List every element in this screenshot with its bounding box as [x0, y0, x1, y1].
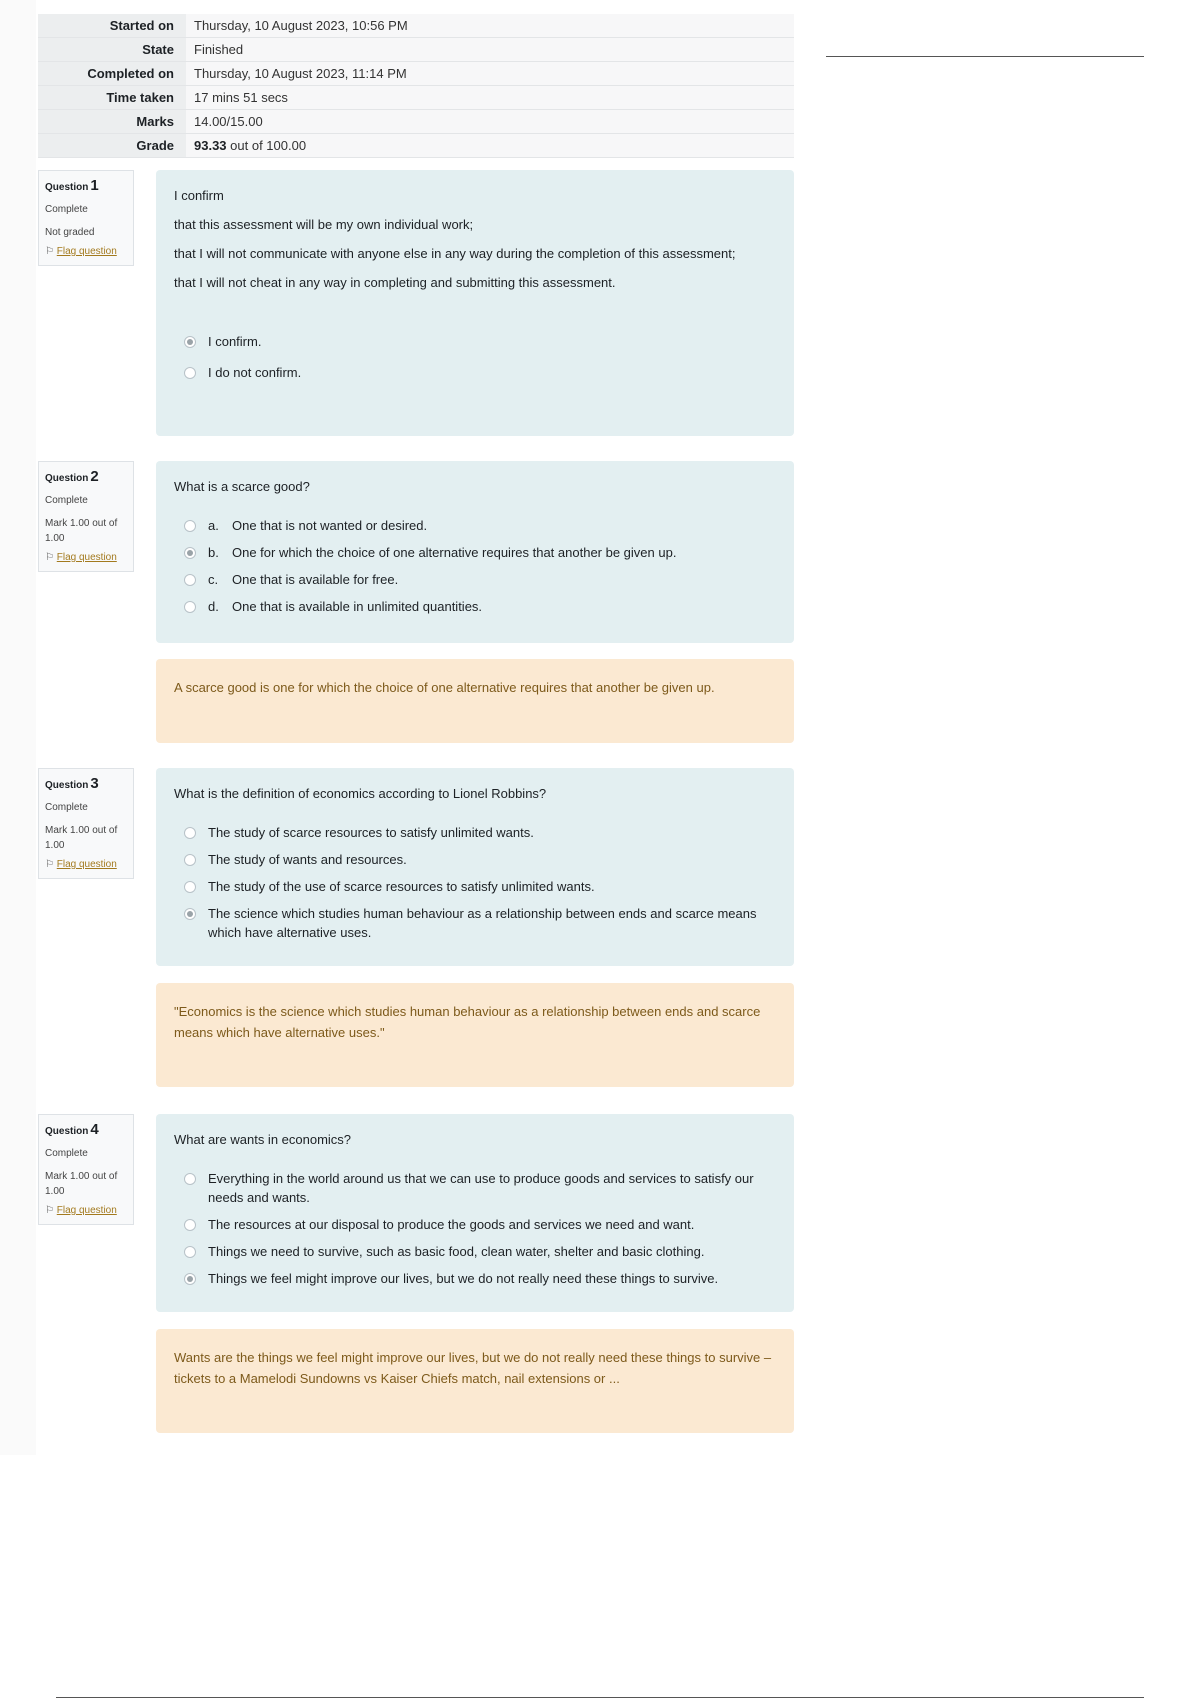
summary-value: Thursday, 10 August 2023, 11:14 PM	[186, 62, 794, 86]
question-state: Complete	[45, 802, 88, 813]
flag-icon: ⚐	[45, 1205, 54, 1216]
answer-option[interactable]	[174, 823, 776, 842]
answer-option[interactable]	[174, 904, 776, 942]
answer-text: The study of wants and resources.	[208, 852, 407, 867]
flag-question-link[interactable]: Flag question	[56, 246, 117, 257]
flag-icon: ⚐	[45, 859, 54, 870]
summary-label: Grade	[38, 134, 186, 158]
question-grade: Not graded	[45, 227, 95, 238]
answer-text: One that is available for free.	[232, 572, 399, 587]
answer-option[interactable]	[174, 850, 776, 869]
general-feedback: Wants are the things we feel might improve our lives, but we do not really need these things to survive – tickets to a Mamelodi Sundowns vs Kaiser Chiefs match, nail extensions or ...	[156, 1329, 794, 1433]
summary-value: Thursday, 10 August 2023, 10:56 PM	[186, 14, 794, 38]
answer-option[interactable]	[174, 570, 776, 589]
radio-unselected[interactable]	[184, 854, 196, 866]
grade-value: 93.33	[194, 138, 227, 153]
answer-text: The study of the use of scarce resources to satisfy unlimited wants.	[208, 879, 595, 894]
summary-value: Finished	[186, 38, 794, 62]
question-info	[38, 1114, 134, 1225]
answer-text: I confirm.	[208, 334, 262, 349]
answer-text: Things we need to survive, such as basic food, clean water, shelter and basic clothing.	[208, 1244, 705, 1259]
summary-value: 14.00/15.00	[186, 110, 794, 134]
question-text: What is a scarce good?	[174, 479, 310, 494]
attempt-summary-table	[38, 14, 794, 158]
answer-option[interactable]	[174, 1242, 776, 1261]
radio-unselected[interactable]	[184, 1246, 196, 1258]
question-number	[45, 1121, 133, 1138]
summary-row-completed	[38, 62, 794, 86]
summary-label: Time taken	[38, 86, 186, 110]
question-state: Complete	[45, 1148, 88, 1159]
answer-option[interactable]	[174, 1169, 776, 1207]
question-label: Question	[45, 473, 89, 484]
radio-unselected[interactable]	[184, 574, 196, 586]
answer-letter: b.	[208, 545, 219, 560]
summary-row-started	[38, 14, 794, 38]
question-text: I confirm	[174, 188, 224, 203]
question-formulation	[156, 1114, 794, 1312]
question-text: What is the definition of economics according to Lionel Robbins?	[174, 786, 547, 801]
summary-value	[186, 134, 794, 158]
answer-text: One that is not wanted or desired.	[232, 518, 428, 533]
radio-unselected[interactable]	[184, 881, 196, 893]
question-info	[38, 170, 134, 266]
answer-options	[174, 332, 776, 382]
general-feedback: A scarce good is one for which the choice of one alternative requires that another be given up.	[156, 659, 794, 743]
question-label: Question	[45, 780, 89, 791]
question-grade: Mark 1.00 out of 1.00	[45, 1171, 118, 1197]
answer-option[interactable]	[174, 877, 776, 896]
question-number	[45, 468, 133, 485]
flag-question[interactable]	[45, 859, 133, 870]
answer-text: One for which the choice of one alternative requires that another be given up.	[232, 545, 677, 560]
question-info	[38, 461, 134, 572]
radio-unselected[interactable]	[184, 1173, 196, 1185]
answer-options	[174, 823, 776, 942]
radio-selected[interactable]	[184, 1273, 196, 1285]
top-right-rule	[826, 56, 1144, 57]
answer-options	[174, 516, 776, 616]
bottom-rule	[56, 1697, 1144, 1698]
flag-question[interactable]	[45, 1205, 133, 1216]
summary-label: State	[38, 38, 186, 62]
answer-text: The science which studies human behaviour as a relationship between ends and scarce means which have alternative uses.	[208, 906, 757, 940]
question-number-value: 4	[90, 1121, 99, 1138]
general-feedback: "Economics is the science which studies human behaviour as a relationship between ends and scarce means which have alternative uses."	[156, 983, 794, 1087]
question-text: What are wants in economics?	[174, 1132, 352, 1147]
question-state: Complete	[45, 495, 88, 506]
flag-question-link[interactable]: Flag question	[56, 1205, 117, 1216]
radio-selected[interactable]	[184, 547, 196, 559]
answer-text: Everything in the world around us that we can use to produce goods and services to satisfy our needs and wants.	[208, 1171, 754, 1205]
summary-row-state	[38, 38, 794, 62]
answer-option[interactable]	[174, 597, 776, 616]
question-number-value: 2	[90, 468, 99, 485]
radio-unselected[interactable]	[184, 601, 196, 613]
answer-letter: c.	[208, 572, 219, 587]
answer-option[interactable]	[174, 1269, 776, 1288]
question-number	[45, 177, 133, 194]
question-state: Complete	[45, 204, 88, 215]
radio-unselected[interactable]	[184, 367, 196, 379]
question-text: that this assessment will be my own individual work;	[174, 217, 474, 232]
answer-letter: a.	[208, 518, 219, 533]
flag-question-link[interactable]: Flag question	[56, 859, 117, 870]
radio-selected[interactable]	[184, 908, 196, 920]
question-formulation	[156, 768, 794, 966]
summary-row-time-taken	[38, 86, 794, 110]
question-number-value: 1	[90, 177, 99, 194]
answer-text: The resources at our disposal to produce the goods and services we need and want.	[208, 1217, 695, 1232]
radio-selected[interactable]	[184, 336, 196, 348]
answer-option[interactable]	[174, 1215, 776, 1234]
answer-letter: d.	[208, 599, 219, 614]
summary-label: Marks	[38, 110, 186, 134]
radio-unselected[interactable]	[184, 1219, 196, 1231]
question-grade: Mark 1.00 out of 1.00	[45, 825, 118, 851]
answer-text: The study of scarce resources to satisfy unlimited wants.	[208, 825, 534, 840]
answer-text: Things we feel might improve our lives, but we do not really need these things to survive.	[208, 1271, 719, 1286]
answer-option[interactable]	[174, 516, 776, 535]
question-grade: Mark 1.00 out of 1.00	[45, 518, 118, 544]
flag-question[interactable]	[45, 246, 133, 257]
radio-unselected[interactable]	[184, 827, 196, 839]
answer-option[interactable]	[174, 332, 776, 351]
grade-suffix: out of 100.00	[226, 138, 307, 153]
summary-label: Completed on	[38, 62, 186, 86]
question-text: that I will not cheat in any way in completing and submitting this assessment.	[174, 275, 616, 290]
answer-options	[174, 1169, 776, 1288]
summary-value: 17 mins 51 secs	[186, 86, 794, 110]
page-left-margin	[0, 0, 36, 1455]
radio-unselected[interactable]	[184, 520, 196, 532]
flag-icon: ⚐	[45, 552, 54, 563]
answer-option[interactable]	[174, 363, 776, 382]
question-formulation	[156, 170, 794, 436]
question-label: Question	[45, 182, 89, 193]
question-text: that I will not communicate with anyone else in any way during the completion of this assessment;	[174, 246, 736, 261]
flag-icon: ⚐	[45, 246, 54, 257]
question-label: Question	[45, 1126, 89, 1137]
question-number-value: 3	[90, 775, 99, 792]
answer-text: I do not confirm.	[208, 365, 302, 380]
answer-text: One that is available in unlimited quantities.	[232, 599, 483, 614]
flag-question[interactable]	[45, 552, 133, 563]
attempt-summary	[38, 14, 794, 158]
question-formulation	[156, 461, 794, 643]
summary-label: Started on	[38, 14, 186, 38]
summary-row-marks	[38, 110, 794, 134]
flag-question-link[interactable]: Flag question	[56, 552, 117, 563]
answer-option[interactable]	[174, 543, 776, 562]
summary-row-grade	[38, 134, 794, 158]
question-info	[38, 768, 134, 879]
question-number	[45, 775, 133, 792]
